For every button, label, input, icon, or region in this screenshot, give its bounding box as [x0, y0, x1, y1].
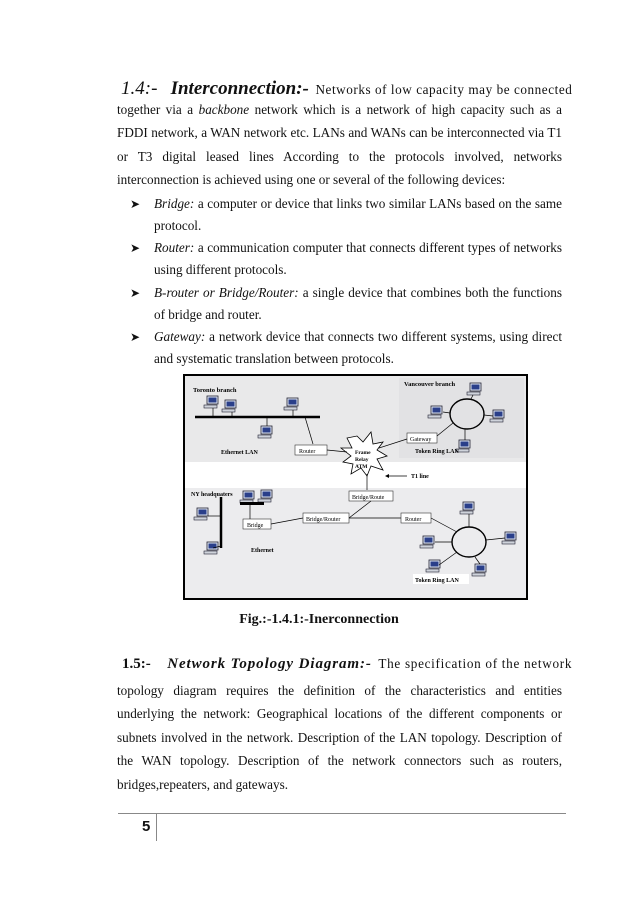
bullet-term: Router:	[154, 240, 195, 255]
router-bottom-label: Router	[405, 517, 422, 523]
ny-headquarters-label: NY headquaters	[191, 492, 233, 498]
bullet-text: a communication computer that connects different types of networks using different protocols.	[154, 240, 562, 277]
section-1-5-number: 1.5:-	[122, 656, 151, 672]
bullet-term: Bridge:	[154, 196, 195, 211]
bridge-label: Bridge	[247, 523, 264, 529]
figure-caption: Fig.:-1.4.1:-Inerconnection	[239, 612, 399, 627]
ethernet-lan-label: Ethernet LAN	[221, 450, 258, 456]
bullet-text: a single device that combines both the functions of bridge and router.	[154, 285, 562, 322]
router-top-label: Router	[299, 449, 316, 455]
page-number: 5	[142, 818, 151, 835]
section-1-5-heading	[122, 656, 573, 673]
footer-divider	[156, 813, 157, 841]
section-1-4-number: 1.4:-	[121, 78, 158, 99]
backbone-term: backbone	[198, 102, 250, 117]
frame-relay-text-1: Frame	[355, 450, 371, 456]
section-1-4-paragraph	[117, 98, 562, 192]
toronto-branch-label: Toronto branch	[193, 387, 237, 394]
bullet-text: a computer or device that links two similar LANs based on the same protocol.	[154, 196, 562, 233]
arrow-bullet-icon: ➤	[130, 241, 141, 255]
section-1-5-title: Network Topology Diagram:-	[167, 656, 372, 672]
bullet-term: Gateway:	[154, 329, 206, 344]
gateway-label: Gateway	[410, 437, 432, 443]
paragraph-text: together via a	[117, 102, 199, 117]
footer-rule	[118, 813, 566, 814]
frame-relay-text-2: Relay	[355, 457, 369, 463]
t1-line-label: T1 line	[411, 474, 429, 480]
bridge-router-label: Bridge/Router	[306, 517, 341, 523]
section-1-4-lead: Networks of low capacity may be connected	[315, 82, 573, 97]
arrow-bullet-icon: ➤	[130, 197, 141, 211]
interconnection-diagram	[185, 376, 526, 598]
arrow-bullet-icon: ➤	[130, 330, 141, 344]
arrow-bullet-icon: ➤	[130, 286, 141, 300]
bridge-link	[240, 502, 264, 505]
paragraph-text: network which is a network of high capacity such as a FDDI network, a WAN network etc. LANs and WANs can be interconnected via T1 or T3 digital leased lines According to the protocols involved, networks interconnection is achieved using one or several of the following devices:	[117, 102, 562, 188]
section-1-5-lead: The specification of the network	[378, 656, 573, 671]
bullet-term: B-router or Bridge/Router:	[154, 285, 299, 300]
ethernet-label: Ethernet	[251, 548, 274, 554]
section-1-4-heading	[121, 78, 573, 100]
section-1-4-title: Interconnection:-	[170, 78, 309, 99]
token-ring-bottom-label: Token Ring LAN	[415, 578, 459, 584]
frame-relay-text-3: ATM	[355, 464, 368, 470]
section-1-5-paragraph: topology diagram requires the definition of the characteristics and entities underlying the network: Geographical locations of the different components or subnets involved in the network. Description of the LAN topology. Description of the WAN topology. Description of the network connectors such as routers, bridges,repeaters, and gateways.	[117, 683, 562, 792]
bullet-text: a network device that connects two different systems, using direct and systematic translation between protocols.	[154, 329, 562, 366]
interconnection-figure	[183, 374, 528, 600]
bottom-region-bg	[185, 488, 526, 598]
token-ring-top-label: Token Ring LAN	[415, 449, 459, 455]
vancouver-branch-label: Vancouver branch	[404, 381, 456, 388]
bridge-route-label: Bridge/Route	[352, 495, 385, 501]
